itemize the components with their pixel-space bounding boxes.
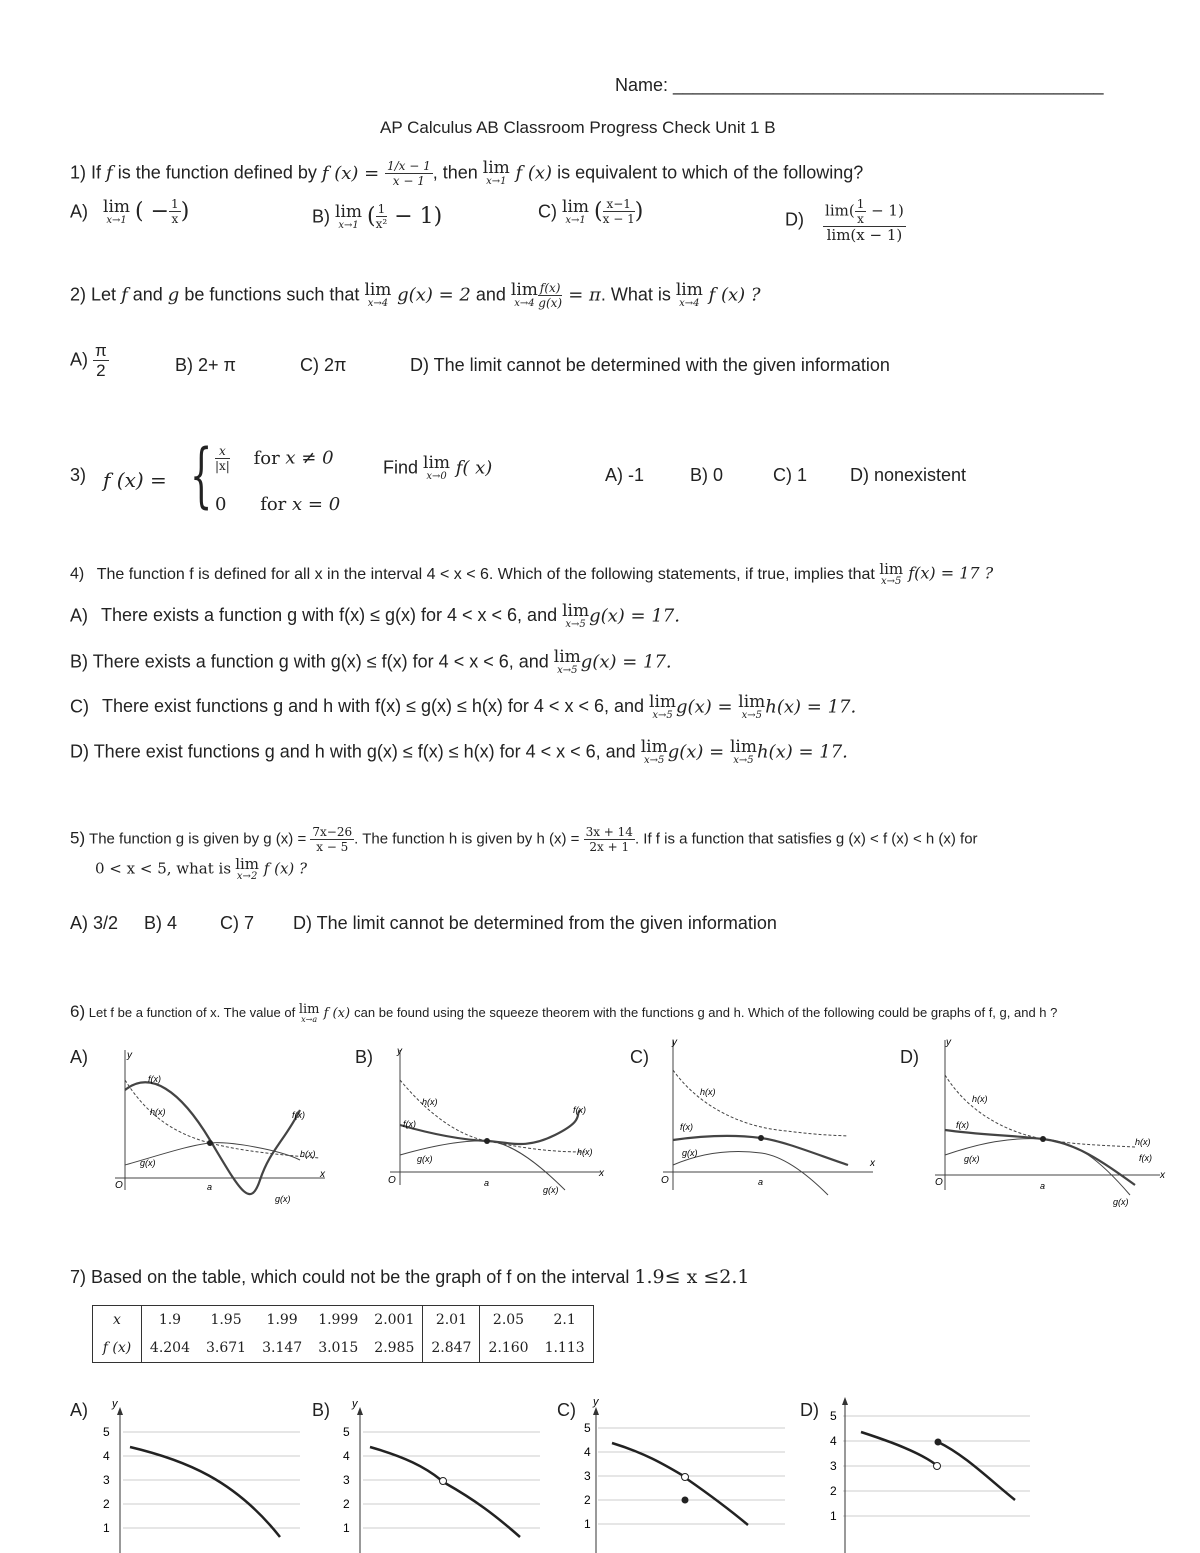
q6-choice-a[interactable]: A) — [70, 1047, 88, 1067]
q7-choice-c[interactable]: C) — [557, 1400, 576, 1420]
tick-3: 3 — [830, 1459, 837, 1473]
q4-text: The function f is defined for all x in the interval 4 < x < 6. Which of the following statements, if true, implies that — [96, 565, 875, 583]
q4-choice-c-text: There exist functions g and h with f(x) ≤ g(x) ≤ h(x) for 4 < x < 6, and — [102, 696, 645, 717]
question-4: 4) The function f is defined for all x in the interval 4 < x < 6. Which of the following statements, if true, implies that lim x→5 f(x) = 17 ? — [70, 560, 994, 587]
q4-choice-a-label: A) — [70, 605, 88, 626]
q5-choice-d[interactable]: D) The limit cannot be determined from the given information — [293, 913, 777, 933]
f-label: f(x) — [680, 1122, 693, 1132]
q6-choice-c[interactable]: C) — [630, 1047, 649, 1067]
q3-find: Find lim x→0 f( x) — [383, 453, 493, 482]
q3-case-2: 0 for x = 0 — [215, 494, 341, 515]
q2-text-a: Let — [91, 284, 122, 305]
q7-choice-d[interactable]: D) — [800, 1400, 819, 1420]
q1-choice-a[interactable]: A) lim x→1 ( − $\frac{1}{x}$ ) — [70, 197, 190, 227]
a-label: a — [484, 1178, 490, 1188]
q4-choice-d[interactable]: D) There exist functions g and h with g(x) ≤ f(x) ≤ h(x) for 4 < x < 6, and lim x→5 g(x) = lim x→5 h(x) = 17. — [70, 737, 848, 766]
table-cell: 2.1 — [553, 1312, 576, 1328]
table-cell: 1.113 — [544, 1340, 585, 1356]
tick-4: 4 — [830, 1434, 837, 1448]
q3-choice-b[interactable]: B) 0 — [690, 465, 724, 485]
open-circle — [440, 1478, 447, 1485]
table-cell: 1.99 — [266, 1312, 298, 1328]
y-label: y — [672, 1037, 677, 1048]
q4-choice-b[interactable]: B) There exists a function g with g(x) ≤ f(x) for 4 < x < 6, and lim x→5 g(x) = 17. — [70, 647, 672, 676]
q5-choice-b[interactable]: B) 4 — [144, 913, 178, 933]
q6-graph-a — [110, 1040, 340, 1210]
q7-table — [92, 1305, 594, 1363]
q5-choice-c[interactable]: C) 7 — [220, 913, 255, 933]
filled-point — [935, 1439, 942, 1446]
q1-text-c: , then — [432, 162, 483, 183]
name-field — [615, 75, 1104, 96]
y-label: y — [397, 1046, 402, 1057]
q7-graph-a — [95, 1395, 305, 1553]
q7-text: Based on the table, which could not be the graph of f on the interval — [91, 1267, 630, 1287]
q2-choice-a-label: A) — [70, 349, 88, 370]
squeeze-point — [1040, 1136, 1046, 1142]
table-header-x: x — [93, 1306, 142, 1335]
h-label: h(x) — [150, 1107, 166, 1117]
q6-text2: can be found using the squeeze theorem with the functions g and h. Which of the following could be graphs of f, g, and h ? — [354, 1005, 1058, 1020]
q5-line2-text: 0 < x < 5, what is — [95, 859, 232, 878]
f-label-2: f(x) — [292, 1110, 305, 1120]
x-label: x — [870, 1158, 875, 1169]
f-label: f(x) — [403, 1119, 416, 1129]
origin-label: O — [388, 1175, 396, 1186]
f-label: f(x) — [148, 1074, 161, 1084]
tick-5: 5 — [584, 1421, 591, 1435]
g-label-2: g(x) — [275, 1194, 291, 1204]
table-cell: 2.985 — [374, 1340, 415, 1356]
f-curve-right — [687, 1479, 748, 1525]
y-label: y — [352, 1398, 358, 1410]
question-2: 2) Let f and g be functions such that lim x→4 g(x) = 2 and lim x→4 $\frac{f(x)}{g(x)}$ = π. What is lim x→4 f (x) ? — [70, 280, 761, 310]
q4-choice-c-label: C) — [70, 696, 89, 717]
origin-label: O — [661, 1175, 669, 1186]
q7-graph-d — [825, 1395, 1035, 1553]
question-6: 6) Let f be a function of x. The value of lim x→a f (x) can be found using the squeeze theorem with the functions g and h. Which of the following could be graphs of f, g, and h ? — [70, 1002, 1058, 1025]
f-curve — [400, 1110, 580, 1144]
f-curve-left — [612, 1443, 682, 1475]
y-label: y — [112, 1398, 118, 1410]
q4-number: 4) — [70, 565, 85, 583]
tick-3: 3 — [343, 1473, 350, 1487]
table-cell: 2.847 — [423, 1334, 480, 1363]
h-label-2: h(x) — [300, 1149, 316, 1159]
q2-choice-b[interactable]: B) 2+ π — [175, 355, 236, 375]
q7-number: 7) — [70, 1267, 87, 1287]
g-label: g(x) — [417, 1154, 433, 1164]
q6-graph-b — [385, 1040, 615, 1210]
q2-choice-a[interactable]: A) $\frac{\pi}{2}$ — [70, 341, 107, 380]
table-cell: 2.05 — [480, 1306, 537, 1335]
f-curve — [130, 1447, 280, 1537]
q1-choice-a-label: A) — [70, 201, 88, 222]
q4-choice-d-label: D) — [70, 741, 89, 762]
name-label: Name: — [615, 75, 674, 95]
q3-choice-c[interactable]: C) 1 — [773, 465, 808, 485]
tick-3: 3 — [584, 1469, 591, 1483]
q2-choice-d[interactable]: D) The limit cannot be determined with the given information — [410, 355, 890, 375]
q5-choice-a[interactable]: A) 3/2 — [70, 913, 119, 933]
table-row-fx — [93, 1334, 594, 1363]
q1-text-a: If — [91, 162, 107, 183]
filled-point — [682, 1497, 689, 1504]
f-label-2: f(x) — [1139, 1153, 1152, 1163]
table-cell: 1.999 — [318, 1312, 359, 1328]
q7-choice-a[interactable]: A) — [70, 1400, 88, 1420]
table-cell: 4.204 — [149, 1340, 190, 1356]
q1-def: f (x) = $\frac{1/x - 1}{x - 1}$ — [321, 159, 431, 188]
h-label-2: h(x) — [577, 1147, 593, 1157]
tick-4: 4 — [584, 1445, 591, 1459]
g-label: g(x) — [140, 1158, 156, 1168]
squeeze-point — [484, 1138, 490, 1144]
tick-2: 2 — [584, 1493, 591, 1507]
page-title: AP Calculus AB Classroom Progress Check Unit 1 B — [380, 118, 776, 137]
f-curve-left — [861, 1432, 935, 1464]
tick-2: 2 — [830, 1484, 837, 1498]
q7-graph-b — [335, 1395, 545, 1553]
name-line: ___________________________________________ — [673, 75, 1104, 95]
q1-choice-d[interactable]: D) lim( $\frac{1}{x}$ − 1) lim(x − 1) — [785, 197, 904, 244]
a-label: a — [207, 1182, 213, 1192]
y-label: y — [127, 1050, 132, 1061]
tick-5: 5 — [103, 1425, 110, 1439]
f-curve-right — [445, 1483, 520, 1537]
q4-choice-d-text: There exist functions g and h with g(x) ≤ f(x) ≤ h(x) for 4 < x < 6, and — [93, 741, 636, 762]
q3-choice-d[interactable]: D) nonexistent — [850, 465, 967, 485]
q1-choice-c[interactable]: C) lim x→1 ( $\frac{x-1}{x - 1}$ ) — [538, 197, 644, 227]
q2-number: 2) — [70, 284, 87, 305]
q3-choice-a[interactable]: A) -1 — [605, 465, 645, 485]
g-label-2: g(x) — [1113, 1197, 1129, 1207]
q1-choice-b-label: B) — [312, 206, 330, 227]
g-label: g(x) — [682, 1148, 698, 1158]
tick-3: 3 — [103, 1473, 110, 1487]
table-cell: 1.9 — [158, 1312, 182, 1328]
table-cell: 2.160 — [480, 1334, 537, 1363]
x-label: x — [599, 1168, 604, 1179]
q6-choice-b[interactable]: B) — [355, 1047, 373, 1067]
question-5: 5) The function g is given by g (x) = $\frac{7x-26}{x - 5}$ . The function h is given by h (x) = $\frac{3x + 14}{2x + 1}$ . If f is a function that satisfies g (x) < f (x) < h (x) for — [70, 825, 978, 854]
table-cell: 2.001 — [374, 1312, 415, 1328]
g-curve — [945, 1139, 1130, 1195]
q1-choice-b[interactable]: B) lim x→1 ( $\frac{1}{\text{x²}}$ − 1) — [312, 202, 443, 232]
tick-4: 4 — [103, 1449, 110, 1463]
x-label: x — [1160, 1170, 1165, 1181]
tick-2: 2 — [103, 1497, 110, 1511]
open-circle — [682, 1474, 689, 1481]
y-label: y — [593, 1396, 599, 1408]
q5-line1b: . The function h is given by h (x) = — [354, 830, 580, 848]
q1-text-b: is the function defined by — [112, 162, 322, 183]
q4-choice-b-label: B) — [70, 651, 88, 672]
q4-choice-a[interactable]: A) There exists a function g with f(x) ≤ g(x) for 4 < x < 6, and lim x→5 g(x) = 17. — [70, 601, 680, 630]
tick-1: 1 — [343, 1521, 350, 1535]
question-1: 1) If f is the function defined by f (x) = $\frac{1/x - 1}{x - 1}$ , then lim x→1 f (x) is equivalent to which of the following? — [70, 158, 864, 188]
table-cell: 3.147 — [262, 1340, 303, 1356]
q5-line2: 0 < x < 5, what is lim x→2 f (x) ? — [95, 855, 308, 882]
h-curve — [945, 1075, 1135, 1147]
q6-choice-d[interactable]: D) — [900, 1047, 919, 1067]
q5-number: 5) — [70, 828, 86, 848]
q3-for-2: for — [260, 494, 287, 515]
h-label-2: h(x) — [1135, 1137, 1151, 1147]
q1-f: f — [106, 162, 113, 184]
h-label: h(x) — [422, 1097, 438, 1107]
f-curve-left — [370, 1447, 441, 1480]
q7-interval: 1.9≤ x ≤2.1 — [634, 1266, 750, 1288]
q2-text-d: and — [470, 284, 511, 305]
tick-1: 1 — [103, 1521, 110, 1535]
q7-choice-b[interactable]: B) — [312, 1400, 330, 1420]
tick-1: 1 — [830, 1509, 837, 1523]
q6-text: Let f be a function of x. The value of — [88, 1005, 296, 1020]
q2-text-b: and — [127, 284, 168, 305]
q3-case-1: $\frac{x}{|x|}$ for x ≠ 0 — [215, 444, 334, 473]
a-label: a — [1040, 1181, 1046, 1191]
q6-graph-c — [658, 1035, 888, 1205]
q3-fdef: f (x) = — [103, 468, 167, 492]
q6-number: 6) — [70, 1002, 86, 1021]
squeeze-point — [207, 1140, 213, 1146]
tick-2: 2 — [343, 1497, 350, 1511]
f-point — [758, 1135, 764, 1141]
q3-number: 3) — [70, 465, 87, 485]
h-label: h(x) — [700, 1087, 716, 1097]
f-label-2: f(x) — [573, 1105, 586, 1115]
tick-5: 5 — [830, 1409, 837, 1423]
q7-graph-c — [580, 1395, 790, 1553]
table-cell: 3.015 — [318, 1340, 359, 1356]
q5-line1c: . If f is a function that satisfies g (x) < f (x) < h (x) for — [634, 830, 978, 848]
table-cell: 2.01 — [423, 1306, 480, 1335]
origin-label: O — [115, 1180, 123, 1191]
origin-label: O — [935, 1177, 943, 1188]
h-curve — [673, 1070, 848, 1136]
g-curve — [400, 1141, 565, 1190]
q3-brace: { — [190, 434, 213, 516]
q4-choice-a-text: There exists a function g with f(x) ≤ g(x) for 4 < x < 6, and — [101, 605, 558, 626]
x-label: x — [320, 1169, 325, 1180]
q1-number: 1) — [70, 162, 87, 183]
a-label: a — [758, 1177, 764, 1187]
tick-5: 5 — [343, 1425, 350, 1439]
table-cell: 3.671 — [206, 1340, 247, 1356]
q2-text-c: be functions such that — [179, 284, 365, 305]
q4-choice-c[interactable]: C) There exist functions g and h with f(x) ≤ g(x) ≤ h(x) for 4 < x < 6, and lim x→5 g(x) = lim x→5 h(x) = 17. — [70, 692, 857, 721]
open-circle — [934, 1463, 941, 1470]
h-label: h(x) — [972, 1094, 988, 1104]
q6-graph-d — [930, 1035, 1170, 1210]
table-cell: 1.95 — [210, 1312, 242, 1328]
f-curve — [125, 1082, 300, 1194]
q3-find-label: Find — [383, 457, 419, 478]
q1-choice-d-label: D) — [785, 209, 804, 230]
question-7 — [70, 1266, 750, 1288]
q2-text-e: . What is — [600, 284, 676, 305]
y-label: y — [946, 1037, 951, 1048]
table-row-x — [93, 1306, 594, 1335]
g-label-2: g(x) — [543, 1185, 559, 1195]
q3-for-1: for — [253, 447, 280, 469]
q4-choice-b-text: There exists a function g with g(x) ≤ f(x) for 4 < x < 6, and — [92, 651, 549, 672]
table-header-fx: f (x) — [93, 1334, 142, 1363]
q1-text-d: is equivalent to which of the following? — [552, 162, 864, 183]
q5-line1a: The function g is given by g (x) = — [89, 830, 307, 848]
h-curve — [125, 1080, 320, 1158]
q2-choice-c[interactable]: C) 2π — [300, 355, 347, 375]
tick-4: 4 — [343, 1449, 350, 1463]
q1-choice-c-label: C) — [538, 201, 557, 222]
tick-1: 1 — [584, 1517, 591, 1531]
g-label: g(x) — [964, 1154, 980, 1164]
f-label: f(x) — [956, 1120, 969, 1130]
